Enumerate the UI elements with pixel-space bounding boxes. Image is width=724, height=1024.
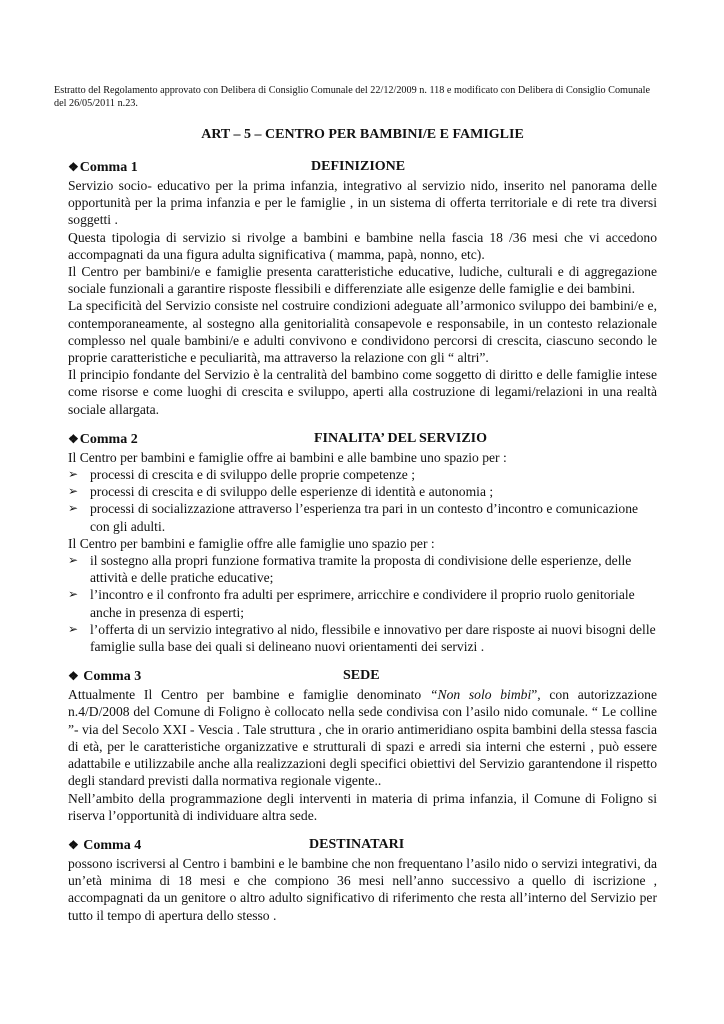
list-item: ➢ processi di socializzazione attraverso l’esperienza tra pari in un contesto d’incontro e comunicazione con gli adulti. — [68, 501, 639, 534]
arrow-bullet-icon: ➢ — [68, 621, 79, 636]
list-item: ➢ l’offerta di un servizio integrativo al nido, flessibile e innovativo per dare risposte ai nuovi bisogni delle famiglie sulla base dei quali si delineano nuovi orientamenti dei servizi . — [68, 621, 656, 655]
list-item: ➢ il sostegno alla propri funzione formativa tramite la proposta di condivisione delle esperienze, delle attività e delle pratiche educative; — [68, 553, 632, 586]
comma-3-heading: SEDE — [343, 668, 380, 684]
comma-3-section — [68, 667, 657, 824]
comma-2-label: ❖Comma 2 — [68, 431, 138, 447]
comma-1-paragraph: La specificità del Servizio consiste nel costruire condizioni adeguate all’armonico sviluppo dei bambini/e e, contemporaneamente, al sostegno alla genitorialità consapevole e responsabile, in un contesto relazionale complesso nel quale bambini/e e adulti convivono e condividono percorsi di crescita, ciascuno secondo le proprie caratteristiche e peculiarità, ma attraverso la relazione con gli “ altri”. — [68, 298, 657, 366]
arrow-bullet-icon: ➢ — [68, 467, 79, 482]
list-item: ➢ l’incontro e il confronto fra adulti per esprimere, arricchire e condividere il proprio ruolo genitoriale anche in presenza di esperti; — [68, 587, 635, 620]
comma-4-heading-row — [68, 836, 657, 855]
list-item: ➢ processi di crescita e di sviluppo delle esperienze di identità e autonomia ; — [68, 484, 494, 500]
comma-1-label: ❖Comma 1 — [68, 160, 138, 175]
comma-1-paragraph: Il principio fondante del Servizio è la centralità del bambino come soggetto di diritto e delle famiglie intese come risorse e come luoghi di crescita e sviluppo, aperti alla costruzione di legami/relazioni in una realtà sociale allargata. — [68, 367, 657, 417]
comma-2-heading: FINALITA’ DEL SERVIZIO — [314, 430, 487, 446]
comma-3-label: ❖ Comma 3 — [68, 669, 142, 685]
comma-2-intro-families: Il Centro per bambini e famiglie offre alle famiglie uno spazio per : — [68, 535, 435, 551]
list-item: ➢ processi di crescita e di sviluppo delle proprie competenze ; — [68, 467, 416, 483]
comma-1-paragraph: Questa tipologia di servizio si rivolge a bambini e bambine nella fascia 18 /36 mesi che vi accedono accompagnati da una figura adulta significativa ( mamma, papà, nonno, etc). — [68, 229, 657, 262]
diamond-bullet-icon: ❖ — [68, 160, 79, 174]
comma-3-heading-row — [68, 667, 657, 686]
children-purpose-list — [68, 466, 657, 535]
comma-3-paragraph: Nell’ambito della programmazione degli interventi in materia di prima infanzia, il Comune di Foligno si riserva l’opportunità di individuare altra sede. — [68, 790, 657, 823]
comma-4-heading: DESTINATARI — [309, 836, 405, 852]
arrow-bullet-icon: ➢ — [68, 587, 79, 602]
centre-name: “Non solo bimbi — [429, 687, 532, 703]
comma-1-heading: DEFINIZIONE — [311, 159, 406, 174]
comma-4-section — [68, 836, 657, 924]
arrow-bullet-icon: ➢ — [68, 484, 79, 499]
comma-4-paragraph: possono iscriversi al Centro i bambini e le bambine che non frequentano l’asilo nido o servizi integrativi, da un’età minima di 18 mesi e che compiono 36 mesi nell’anno successivo a quello di iscrizione , accompagnati da un genitore o altro adulto significativo di riferimento che resta all’interno del Servizio per tutto il tempo di apertura dello stesso . — [68, 855, 657, 923]
document-header-note: Estratto del Regolamento approvato con Delibera di Consiglio Comunale del 22/12/2009 n. 118 e modificato con Delibera di Consiglio Comunale del 26/05/2011 n.23. — [54, 85, 651, 109]
arrow-bullet-icon: ➢ — [68, 553, 79, 568]
arrow-bullet-icon: ➢ — [68, 501, 79, 516]
comma-3-paragraph: Attualmente Il Centro per bambine e famiglie denominato “Non solo bimbi”, con autorizzazione n.4/D/2008 del Comune di Foligno è collocato nella sede condivisa con l’asilo nido comunale. “ Le colline ”- via del Secolo XXI - Vescia . Tale struttura , che in orario antimeridiano ospita bambini della stessa fascia di età, per le caratteristiche organizzative e strutturali di spazi e arredi sia interni che esterni , può essere adattabile e utilizzabile anche alla realizzazioni degli specifici obiettivi del Servizio garantendone il rispetto degli standard previsti dalla normativa regionale vigente.. — [68, 687, 657, 789]
comma-1-paragraph: Il Centro per bambini/e e famiglie presenta caratteristiche educative, ludiche, culturali e di aggregazione sociale funzionali a garantire risposte flessibili e differenziate alle esigenze delle famiglie e dei bambini. — [68, 264, 657, 297]
comma-4-label: ❖ Comma 4 — [68, 837, 142, 853]
article-title: ART – 5 – CENTRO PER BAMBINI/E E FAMIGLIE — [201, 127, 524, 142]
diamond-bullet-icon: ❖ — [68, 669, 79, 684]
comma-1-paragraph: Servizio socio- educativo per la prima infanzia, integrativo al servizio nido, inserito nel panorama delle opportunità per la prima infanzia e per le famiglie , in un sistema di offerta territoriale e di rete tra diversi soggetti . — [68, 178, 657, 228]
comma-1-section — [68, 158, 657, 418]
comma-1-heading-row — [68, 158, 657, 177]
families-purpose-list — [68, 552, 657, 655]
document-page — [54, 84, 657, 936]
comma-2-intro-children: Il Centro per bambini e famiglie offre ai bambini e alle bambine uno spazio per : — [68, 449, 507, 465]
comma-2-section — [68, 430, 657, 655]
comma-2-heading-row — [68, 430, 657, 449]
diamond-bullet-icon: ❖ — [68, 431, 79, 446]
diamond-bullet-icon: ❖ — [68, 837, 79, 852]
